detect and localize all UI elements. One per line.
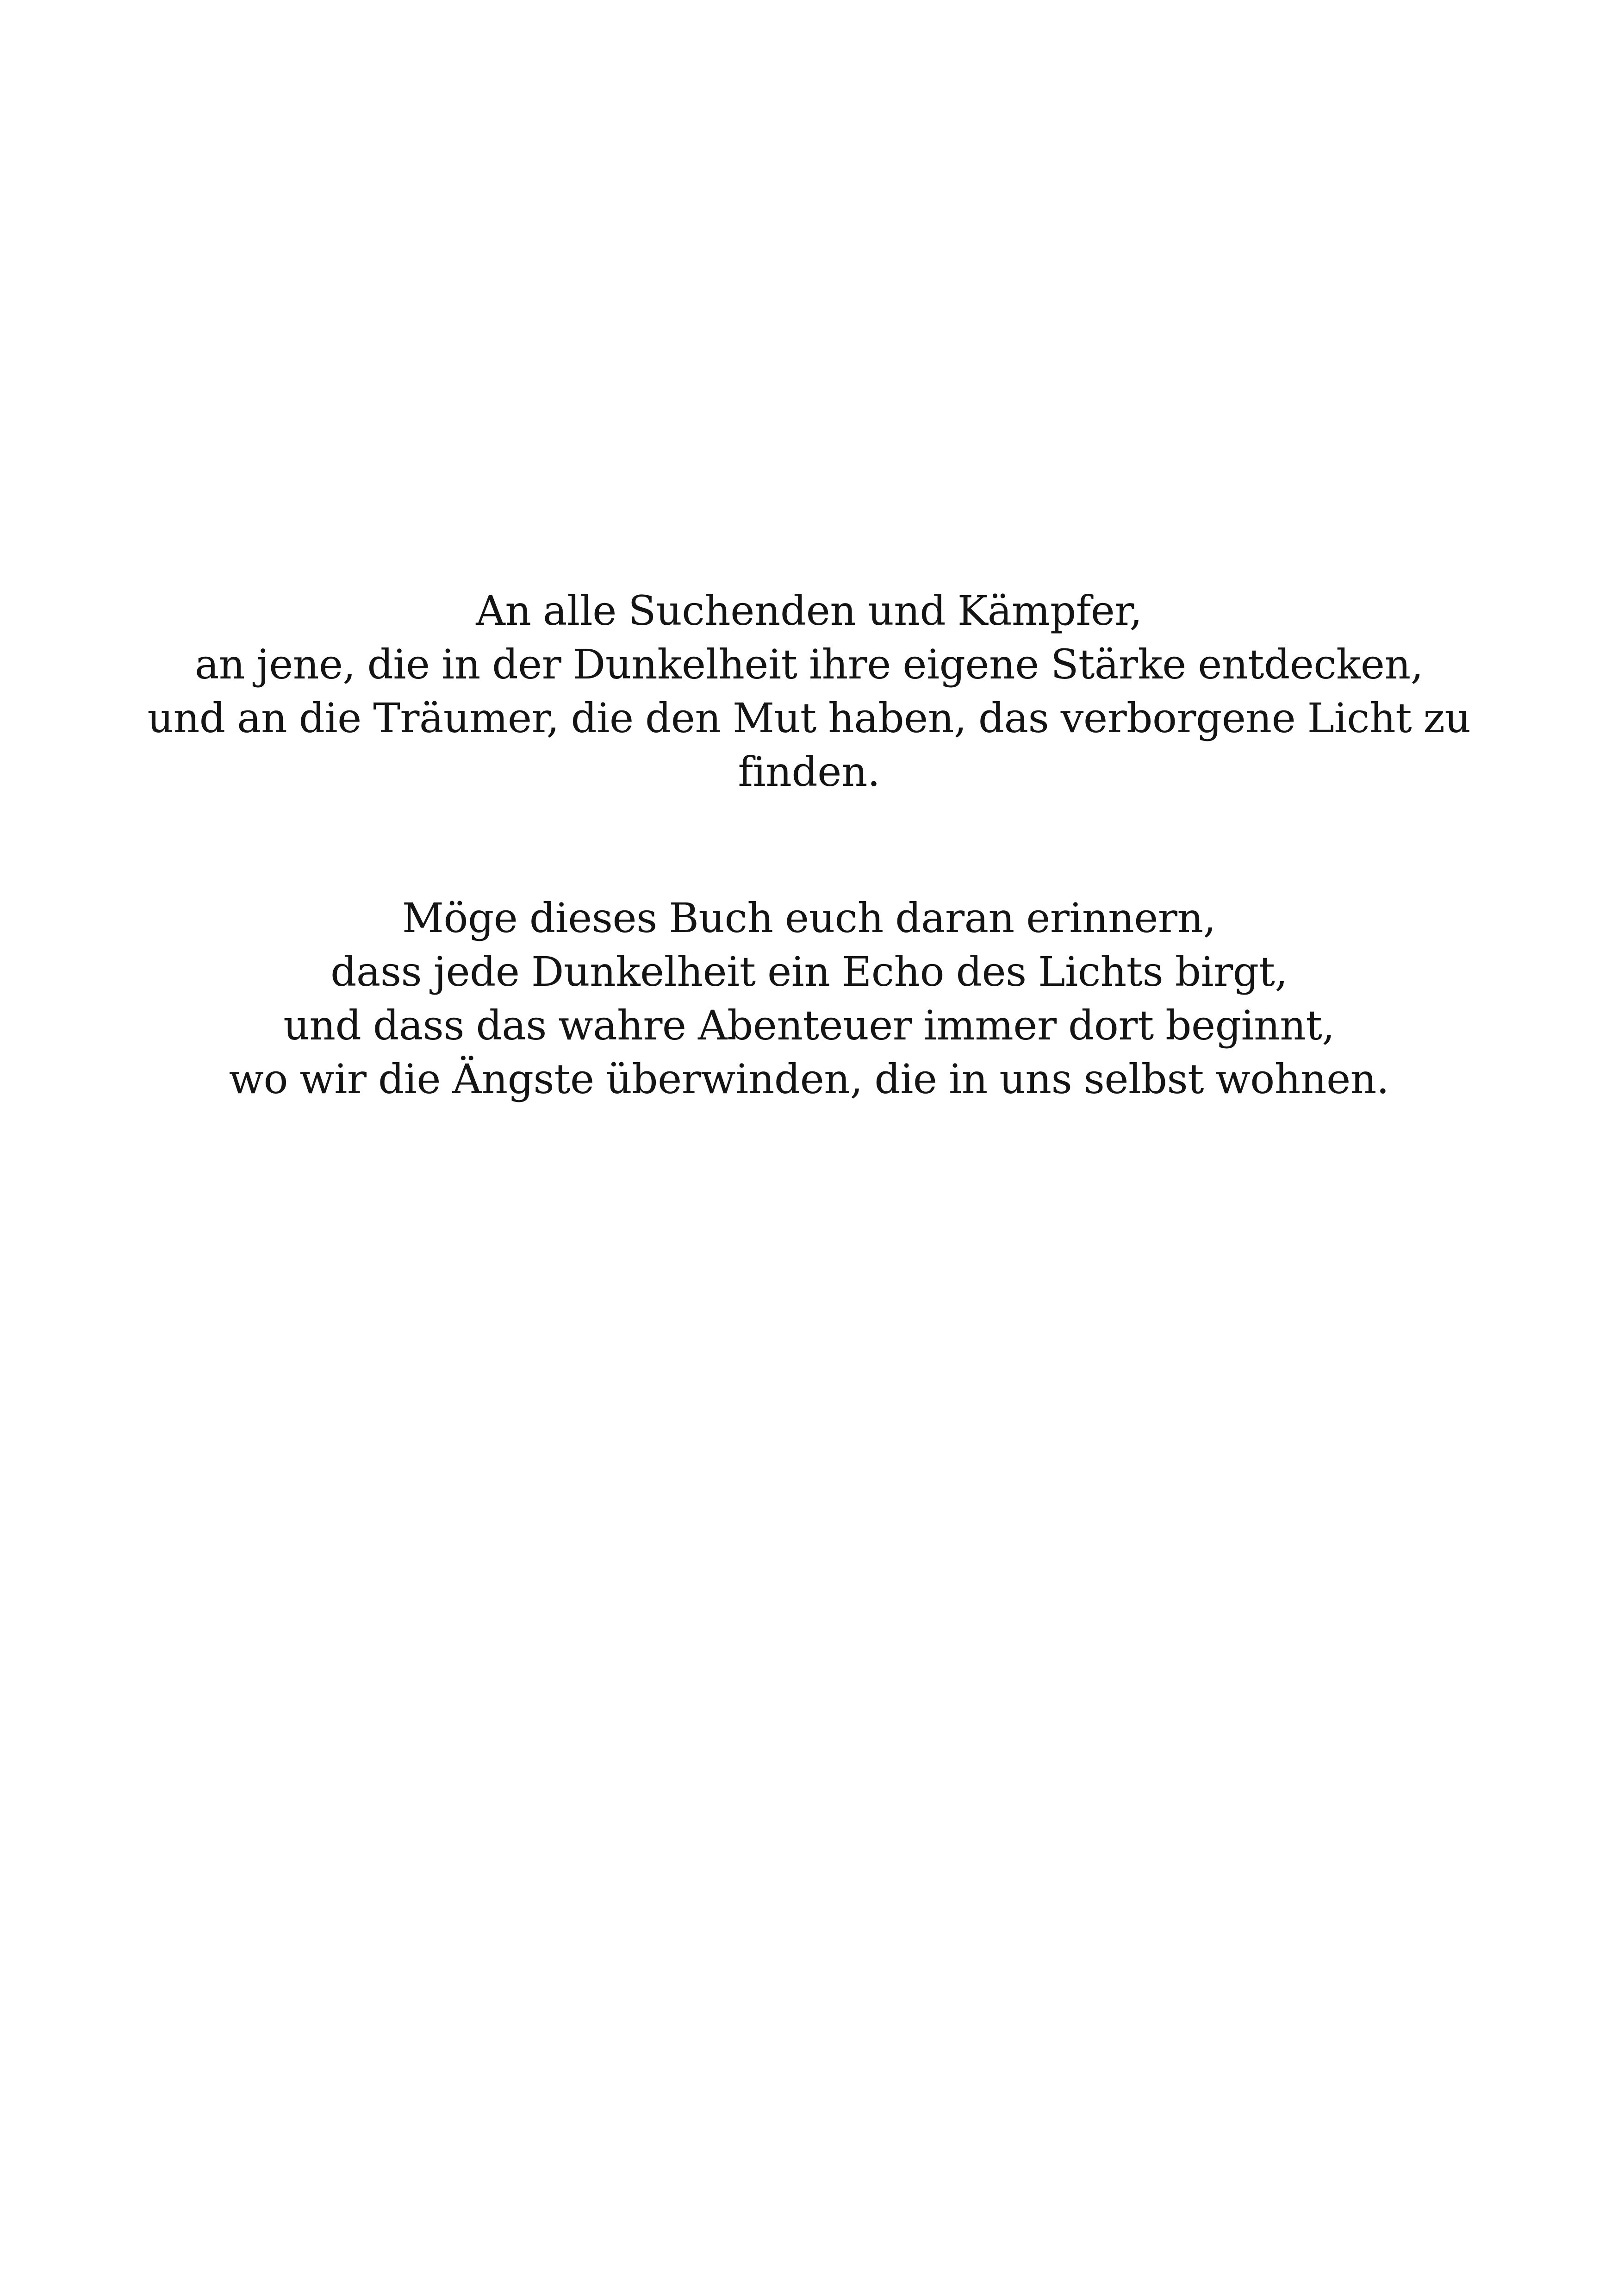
dedication-line: Möge dieses Buch euch daran erinnern, <box>402 894 1216 942</box>
dedication-line: wo wir die Ängste überwinden, die in uns selbst wohnen. <box>229 1055 1389 1103</box>
dedication-line: und an die Träumer, die den Mut haben, das verborgene Licht zu <box>147 694 1471 742</box>
dedication-stanza-1 <box>0 584 1618 799</box>
dedication-line: und dass das wahre Abenteuer immer dort beginnt, <box>283 1002 1335 1049</box>
dedication-line: dass jede Dunkelheit ein Echo des Lichts birgt, <box>330 948 1288 996</box>
dedication-line: An alle Suchenden und Kämpfer, <box>476 587 1142 635</box>
dedication-line: finden. <box>738 748 880 796</box>
dedication-stanza-2 <box>0 891 1618 1106</box>
dedication-line: an jene, die in der Dunkelheit ihre eigene Stärke entdecken, <box>194 641 1424 688</box>
